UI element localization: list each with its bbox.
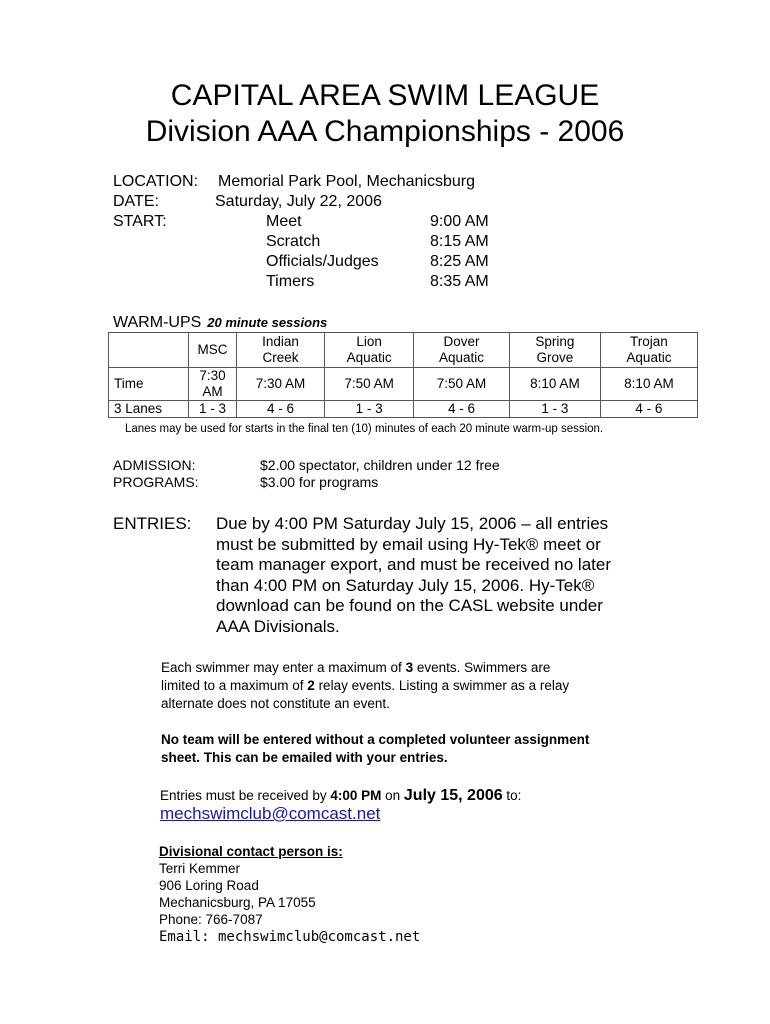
team-header: Spring Grove: [509, 333, 600, 368]
start-item-time: 8:35 AM: [430, 273, 489, 290]
warmup-note: Lanes may be used for starts in the final ten (10) minutes of each 20 minute warm-up session.: [125, 423, 604, 435]
team-lanes: 1 - 3: [509, 401, 600, 418]
start-item-time: 8:25 AM: [430, 253, 489, 270]
warmups-label: WARM-UPS: [113, 314, 202, 331]
max-events: 3: [405, 660, 414, 675]
team-time: 8:10 AM: [600, 368, 697, 401]
entries-line: than 4:00 PM on Saturday July 15, 2006. Hy-Tek®: [216, 575, 595, 595]
warmups-heading: [113, 314, 327, 332]
contact-name: Terri Kemmer: [159, 861, 241, 876]
entries-line: download can be found on the CASL website under: [216, 596, 603, 615]
event-limits-paragraph: [161, 659, 721, 713]
start-item-name: Timers: [266, 273, 315, 290]
start-item-name: Officials/Judges: [266, 253, 379, 270]
location-label: LOCATION:: [113, 173, 199, 190]
date-label: DATE:: [113, 193, 159, 210]
start-item-time: 8:15 AM: [430, 233, 489, 250]
start-label: START:: [113, 213, 167, 230]
team-header: Indian Creek: [236, 333, 324, 368]
contact-address1: 906 Loring Road: [159, 878, 259, 893]
team-header: Trojan Aquatic: [600, 333, 697, 368]
team-time: 7:30 AM: [236, 368, 324, 401]
contact-block: [159, 843, 420, 946]
team-lanes: 1 - 3: [325, 401, 414, 418]
programs-value: $3.00 for programs: [260, 474, 379, 490]
team-lanes: 1 - 3: [189, 401, 237, 418]
team-lanes: 4 - 6: [414, 401, 510, 418]
table-row: [109, 401, 698, 418]
team-lanes: 4 - 6: [600, 401, 697, 418]
team-time: 8:10 AM: [509, 368, 600, 401]
warmups-subtitle: 20 minute sessions: [207, 315, 328, 330]
rules-text: Each swimmer may enter a maximum of: [161, 660, 406, 675]
volunteer-line: sheet. This can be emailed with your entries.: [161, 750, 448, 765]
entries-text: [216, 514, 736, 637]
date-value: Saturday, July 22, 2006: [215, 193, 382, 210]
rules-text: limited to a maximum of: [161, 678, 308, 693]
start-item-time: 9:00 AM: [430, 213, 489, 230]
table-header-row: [109, 333, 698, 368]
admission-label: ADMISSION:: [113, 457, 196, 473]
warmup-table: [108, 332, 698, 418]
entries-line: team manager export, and must be received no later: [216, 555, 611, 574]
email-link-wrap: [160, 804, 380, 824]
start-item-name: Meet: [266, 213, 302, 230]
page-title: CAPITAL AREA SWIM LEAGUE: [170, 79, 600, 112]
deadline-date: July 15, 2006: [403, 787, 503, 804]
max-relays: 2: [307, 678, 315, 693]
rules-text: events. Swimmers are: [413, 660, 551, 675]
submission-email-link[interactable]: mechswimclub@comcast.net: [160, 804, 381, 823]
deadline-text: on: [381, 788, 404, 803]
team-time: 7:30 AM: [189, 368, 237, 401]
deadline-time: 4:00 PM: [330, 788, 382, 803]
volunteer-notice: [161, 731, 741, 767]
entries-label: ENTRIES:: [113, 514, 192, 533]
team-time: 7:50 AM: [414, 368, 510, 401]
team-lanes: 4 - 6: [236, 401, 324, 418]
team-time: 7:50 AM: [325, 368, 414, 401]
table-row: [109, 368, 698, 401]
location-value: Memorial Park Pool, Mechanicsburg: [218, 173, 475, 190]
contact-email: Email: mechswimclub@comcast.net: [159, 929, 421, 945]
entries-line: must be submitted by email using Hy-Tek® meet or: [216, 534, 601, 554]
contact-address2: Mechanicsburg, PA 17055: [159, 895, 316, 910]
programs-label: PROGRAMS:: [113, 474, 199, 490]
contact-phone: Phone: 766-7087: [159, 912, 263, 927]
row-label-time: Time: [109, 368, 189, 401]
volunteer-line: No team will be entered without a completed volunteer assignment: [161, 732, 590, 747]
team-header: Dover Aquatic: [414, 333, 510, 368]
rules-text: relay events. Listing a swimmer as a relay: [314, 678, 570, 693]
team-header: MSC: [189, 333, 237, 368]
team-header: Lion Aquatic: [325, 333, 414, 368]
page-subtitle: Division AAA Championships - 2006: [145, 115, 625, 148]
entries-line: AAA Divisionals.: [216, 616, 340, 636]
contact-heading: Divisional contact person is:: [159, 844, 343, 859]
entries-line: Due by 4:00 PM Saturday July 15, 2006 – all entries: [216, 514, 609, 533]
row-label-lanes: 3 Lanes: [109, 401, 189, 418]
deadline-text: Entries must be received by: [160, 788, 331, 803]
rules-text: alternate does not constitute an event.: [161, 696, 390, 711]
deadline-text: to:: [502, 788, 522, 803]
start-item-name: Scratch: [266, 233, 321, 250]
admission-value: $2.00 spectator, children under 12 free: [260, 457, 500, 473]
table-corner-cell: [109, 333, 189, 368]
